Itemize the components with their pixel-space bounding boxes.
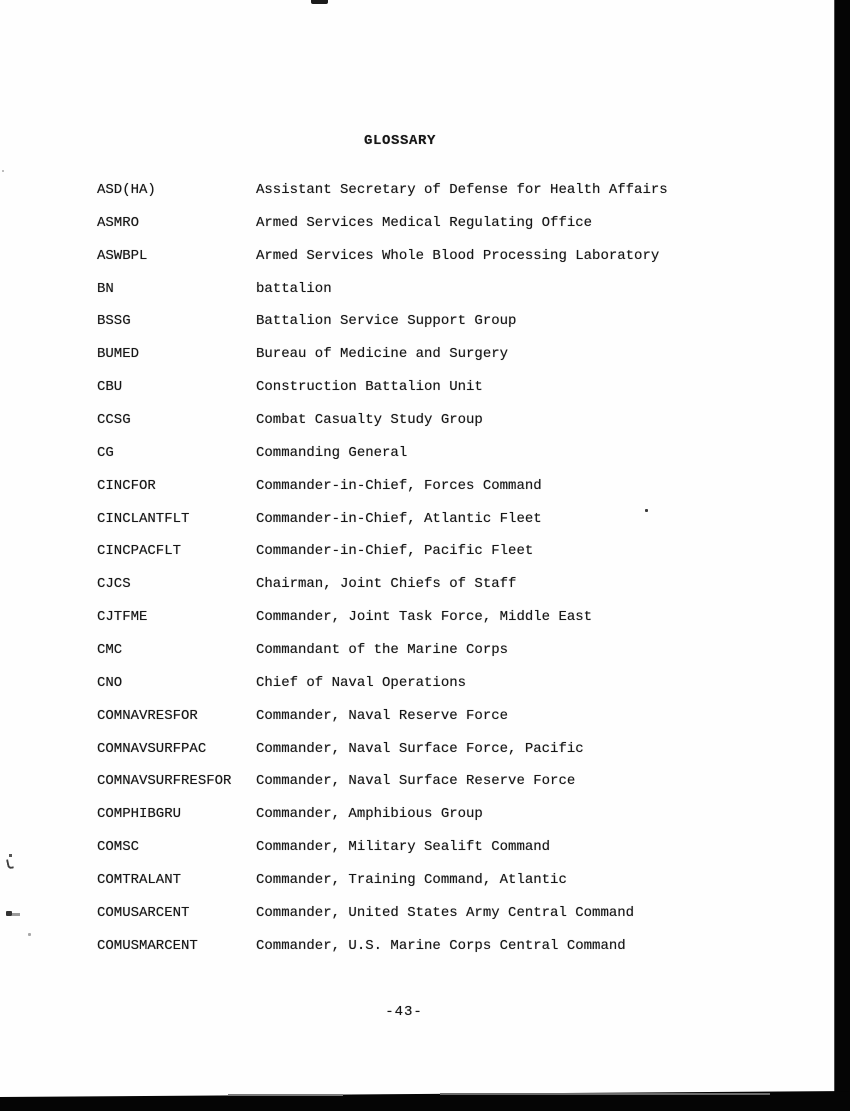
glossary-entry — [97, 906, 737, 939]
glossary-entry — [97, 479, 737, 512]
scan-artifact-left-dot — [28, 933, 31, 936]
glossary-term: CG — [97, 444, 114, 461]
glossary-entry — [97, 282, 737, 315]
glossary-term: CNO — [97, 674, 123, 691]
glossary-term: COMUSARCENT — [97, 904, 190, 921]
glossary-definition: Commanding General — [256, 444, 408, 461]
glossary-entry — [97, 544, 737, 577]
glossary-entry — [97, 610, 737, 643]
glossary-term: BN — [97, 280, 114, 297]
glossary-entry — [97, 347, 737, 380]
glossary-entry — [97, 446, 737, 479]
glossary-definition: Commander-in-Chief, Atlantic Fleet — [256, 510, 542, 527]
glossary-entry — [97, 577, 737, 610]
glossary-entry — [97, 643, 737, 676]
scan-edge-right-bar — [834, 0, 850, 1111]
glossary-term: CINCPACFLT — [97, 543, 182, 560]
glossary-definition: Chairman, Joint Chiefs of Staff — [256, 576, 517, 593]
glossary-term: CCSG — [97, 412, 131, 429]
glossary-entry — [97, 774, 737, 807]
glossary-term: COMNAVSURFPAC — [97, 740, 207, 757]
glossary-entry — [97, 183, 737, 216]
glossary-definition: Commander, Military Sealift Command — [256, 839, 551, 856]
glossary-definition: Construction Battalion Unit — [256, 379, 483, 396]
scan-artifact-dot — [645, 509, 648, 512]
page-title: GLOSSARY — [363, 133, 436, 149]
scan-artifact-left-dot — [2, 170, 4, 172]
glossary-entry — [97, 709, 737, 742]
page-number: -43- — [385, 1004, 423, 1020]
glossary-definition: Chief of Naval Operations — [256, 674, 467, 691]
glossary-definition: Armed Services Whole Blood Processing Laboratory — [256, 247, 660, 264]
glossary-term: ASWBPL — [97, 247, 148, 264]
glossary-entry — [97, 314, 737, 347]
glossary-entry — [97, 676, 737, 709]
glossary-term: BUMED — [97, 346, 140, 363]
glossary-term: CJTFME — [97, 609, 148, 626]
glossary-list — [97, 183, 737, 972]
glossary-definition: Bureau of Medicine and Surgery — [256, 346, 509, 363]
glossary-term: CJCS — [97, 576, 131, 593]
glossary-definition: battalion — [256, 280, 332, 297]
glossary-entry — [97, 380, 737, 413]
glossary-entry — [97, 216, 737, 249]
scan-artifact-left-squiggle — [6, 858, 14, 869]
scan-artifact-left-dash — [12, 913, 20, 916]
glossary-entry — [97, 939, 737, 972]
glossary-term: COMNAVSURFRESFOR — [97, 773, 232, 790]
glossary-definition: Commander, Naval Reserve Force — [256, 707, 509, 724]
glossary-term: CBU — [97, 379, 123, 396]
glossary-term: ASD(HA) — [97, 182, 156, 198]
glossary-definition: Commandant of the Marine Corps — [256, 642, 509, 659]
glossary-definition: Commander, U.S. Marine Corps Central Command — [256, 937, 626, 954]
glossary-entry — [97, 840, 737, 873]
glossary-definition: Commander, Naval Surface Force, Pacific — [256, 740, 584, 757]
glossary-entry — [97, 249, 737, 282]
glossary-entry — [97, 873, 737, 906]
glossary-definition: Battalion Service Support Group — [256, 313, 517, 330]
glossary-entry — [97, 742, 737, 775]
glossary-definition: Assistant Secretary of Defense for Health Affairs — [256, 182, 668, 198]
glossary-definition: Combat Casualty Study Group — [256, 412, 483, 429]
glossary-definition: Commander-in-Chief, Forces Command — [256, 477, 542, 494]
glossary-term: COMSC — [97, 839, 140, 856]
scan-artifact-top-mark — [311, 0, 328, 4]
scan-edge-bottom-shadow — [440, 1093, 770, 1095]
glossary-definition: Commander, Naval Surface Reserve Force — [256, 773, 576, 790]
glossary-entry — [97, 807, 737, 840]
glossary-definition: Commander, Training Command, Atlantic — [256, 872, 567, 889]
scan-artifact-left-squiggle — [9, 854, 12, 857]
glossary-definition: Commander, Joint Task Force, Middle East — [256, 609, 593, 626]
glossary-definition: Commander, United States Army Central Command — [256, 904, 635, 921]
glossary-term: COMUSMARCENT — [97, 937, 198, 954]
glossary-term: CINCFOR — [97, 477, 156, 494]
glossary-definition: Commander-in-Chief, Pacific Fleet — [256, 543, 534, 560]
glossary-term: COMNAVRESFOR — [97, 707, 198, 724]
glossary-term: COMTRALANT — [97, 872, 182, 889]
glossary-definition: Commander, Amphibious Group — [256, 806, 483, 823]
glossary-term: ASMRO — [97, 214, 140, 231]
glossary-term: CINCLANTFLT — [97, 510, 190, 527]
glossary-term: BSSG — [97, 313, 131, 330]
glossary-definition: Armed Services Medical Regulating Office — [256, 214, 593, 231]
glossary-term: COMPHIBGRU — [97, 806, 182, 823]
glossary-entry — [97, 413, 737, 446]
glossary-entry — [97, 512, 737, 545]
scan-edge-bottom-shadow — [228, 1094, 343, 1096]
glossary-term: CMC — [97, 642, 123, 659]
